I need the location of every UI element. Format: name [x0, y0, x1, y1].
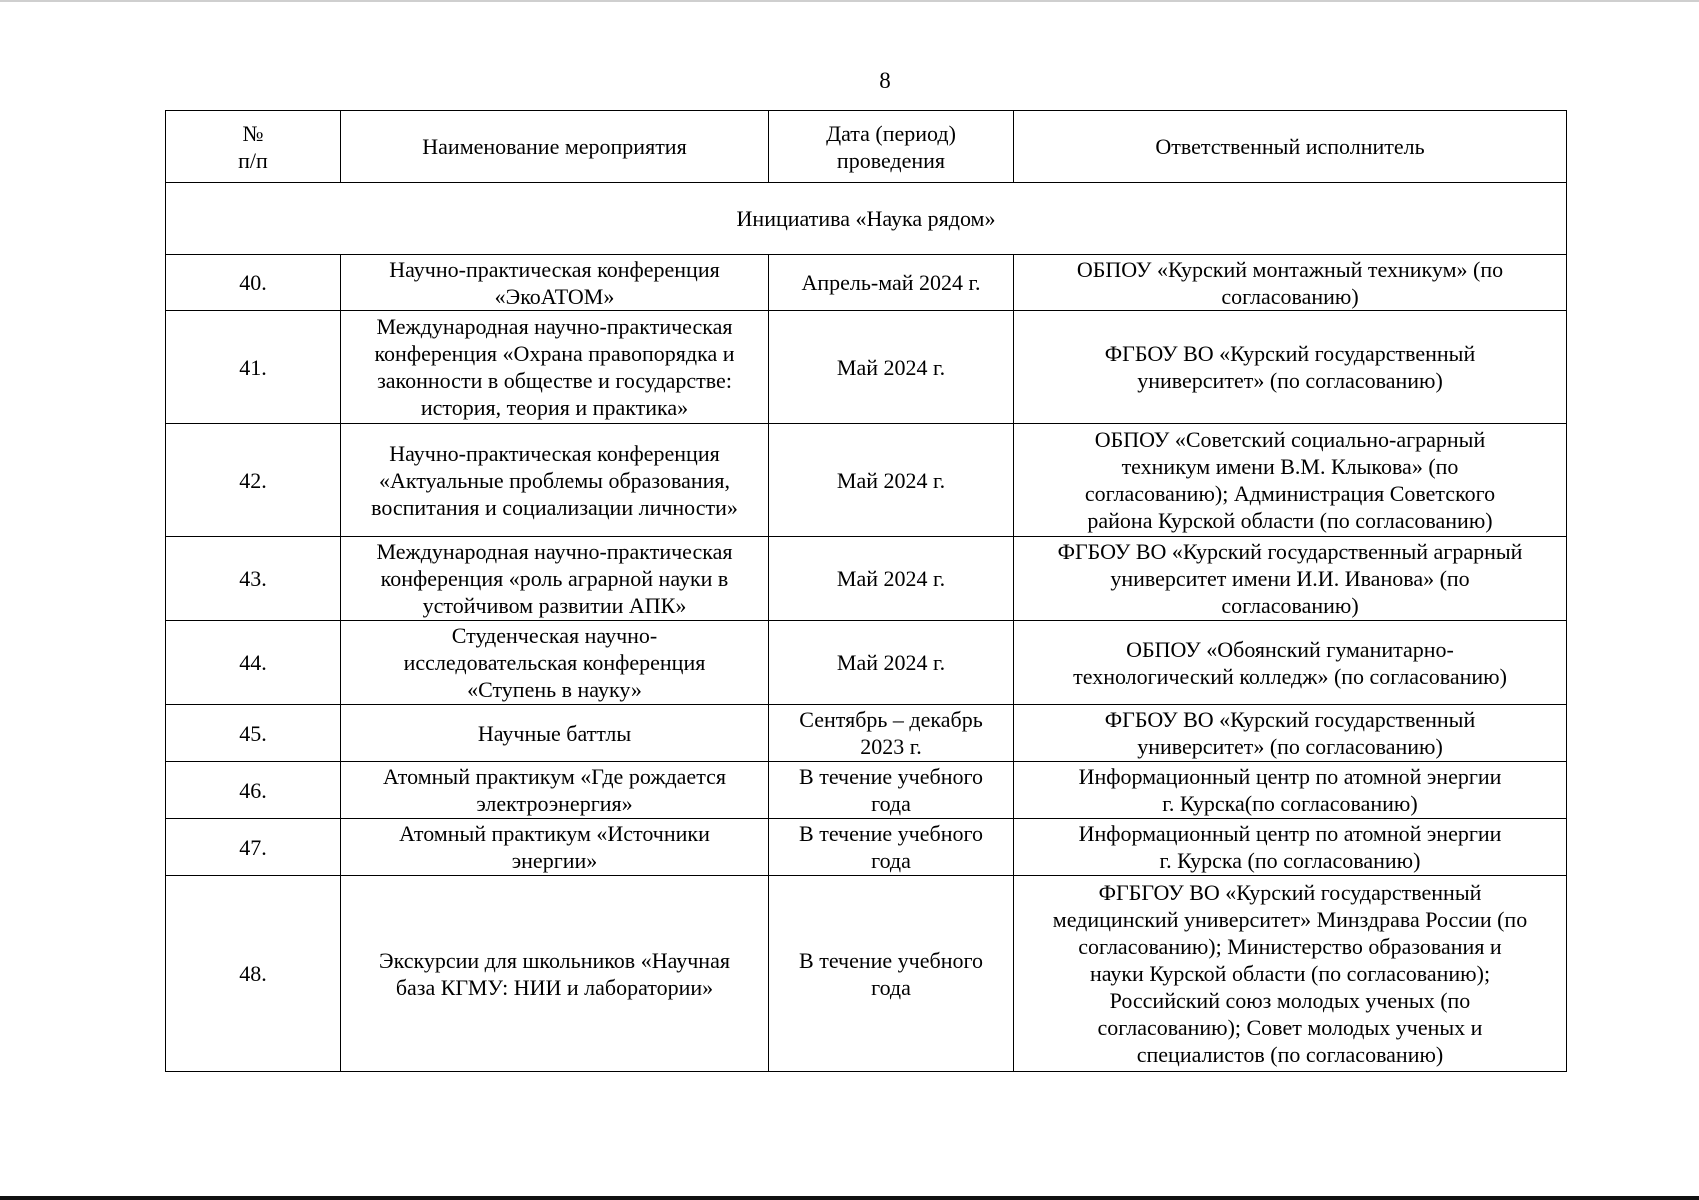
- cell-number: 47.: [166, 819, 341, 876]
- cell-date: Май 2024 г.: [769, 537, 1014, 621]
- table-row: [166, 424, 1567, 537]
- cell-responsible: ФГБГОУ ВО «Курский государственный медицинский университет» Минздрава России (по согласованию); Министерство образования и науки Курской области (по согласованию); Российский союз молодых ученых (по согласованию); Совет молодых ученых и специалистов (по согласованию): [1014, 876, 1567, 1072]
- cell-date: В течение учебного года: [769, 762, 1014, 819]
- cell-number: 45.: [166, 705, 341, 762]
- scan-bottom-edge: [0, 1196, 1699, 1200]
- cell-number: 48.: [166, 876, 341, 1072]
- cell-responsible: Информационный центр по атомной энергии г. Курска(по согласованию): [1014, 762, 1567, 819]
- cell-date: Май 2024 г.: [769, 311, 1014, 424]
- events-table: [165, 110, 1567, 1072]
- cell-responsible: ОБПОУ «Курский монтажный техникум» (по согласованию): [1014, 255, 1567, 311]
- table-row: [166, 762, 1567, 819]
- header-date: Дата (период) проведения: [769, 111, 1014, 183]
- cell-name: Экскурсии для школьников «Научная база КГМУ: НИИ и лаборатории»: [341, 876, 769, 1072]
- header-responsible: Ответственный исполнитель: [1014, 111, 1567, 183]
- cell-number: 44.: [166, 621, 341, 705]
- cell-name: Международная научно-практическая конференция «Охрана правопорядка и законности в обществе и государстве: история, теория и практика»: [341, 311, 769, 424]
- cell-name: Научные баттлы: [341, 705, 769, 762]
- cell-number: 43.: [166, 537, 341, 621]
- cell-responsible: ФГБОУ ВО «Курский государственный аграрный университет имени И.И. Иванова» (по согласованию): [1014, 537, 1567, 621]
- table-header-row: [166, 111, 1567, 183]
- cell-date: В течение учебного года: [769, 876, 1014, 1072]
- cell-name: Международная научно-практическая конференция «роль аграрной науки в устойчивом развитии АПК»: [341, 537, 769, 621]
- table-row: [166, 705, 1567, 762]
- scan-top-edge: [0, 0, 1699, 2]
- header-number: № п/п: [166, 111, 341, 183]
- cell-date: Май 2024 г.: [769, 621, 1014, 705]
- cell-responsible: ОБПОУ «Обоянский гуманитарно- технологический колледж» (по согласованию): [1014, 621, 1567, 705]
- section-title: Инициатива «Наука рядом»: [166, 183, 1567, 255]
- cell-number: 41.: [166, 311, 341, 424]
- cell-number: 42.: [166, 424, 341, 537]
- header-name: Наименование мероприятия: [341, 111, 769, 183]
- cell-responsible: ФГБОУ ВО «Курский государственный университет» (по согласованию): [1014, 705, 1567, 762]
- cell-responsible: ФГБОУ ВО «Курский государственный университет» (по согласованию): [1014, 311, 1567, 424]
- table-row: [166, 621, 1567, 705]
- cell-date: В течение учебного года: [769, 819, 1014, 876]
- table-row: [166, 255, 1567, 311]
- cell-name: Научно-практическая конференция «Актуальные проблемы образования, воспитания и социализации личности»: [341, 424, 769, 537]
- table-row: [166, 311, 1567, 424]
- cell-name: Научно-практическая конференция «ЭкоАТОМ»: [341, 255, 769, 311]
- cell-name: Студенческая научно- исследовательская конференция «Ступень в науку»: [341, 621, 769, 705]
- table-row: [166, 537, 1567, 621]
- section-row: [166, 183, 1567, 255]
- cell-responsible: Информационный центр по атомной энергии г. Курска (по согласованию): [1014, 819, 1567, 876]
- cell-date: Апрель-май 2024 г.: [769, 255, 1014, 311]
- page-number: 8: [879, 68, 891, 93]
- cell-name: Атомный практикум «Источники энергии»: [341, 819, 769, 876]
- cell-date: Май 2024 г.: [769, 424, 1014, 537]
- cell-date: Сентябрь – декабрь 2023 г.: [769, 705, 1014, 762]
- cell-number: 46.: [166, 762, 341, 819]
- cell-number: 40.: [166, 255, 341, 311]
- cell-responsible: ОБПОУ «Советский социально-аграрный техникум имени В.М. Клыкова» (по согласованию); Администрация Советского района Курской области (по согласованию): [1014, 424, 1567, 537]
- table-row: [166, 819, 1567, 876]
- cell-name: Атомный практикум «Где рождается электроэнергия»: [341, 762, 769, 819]
- table-row: [166, 876, 1567, 1072]
